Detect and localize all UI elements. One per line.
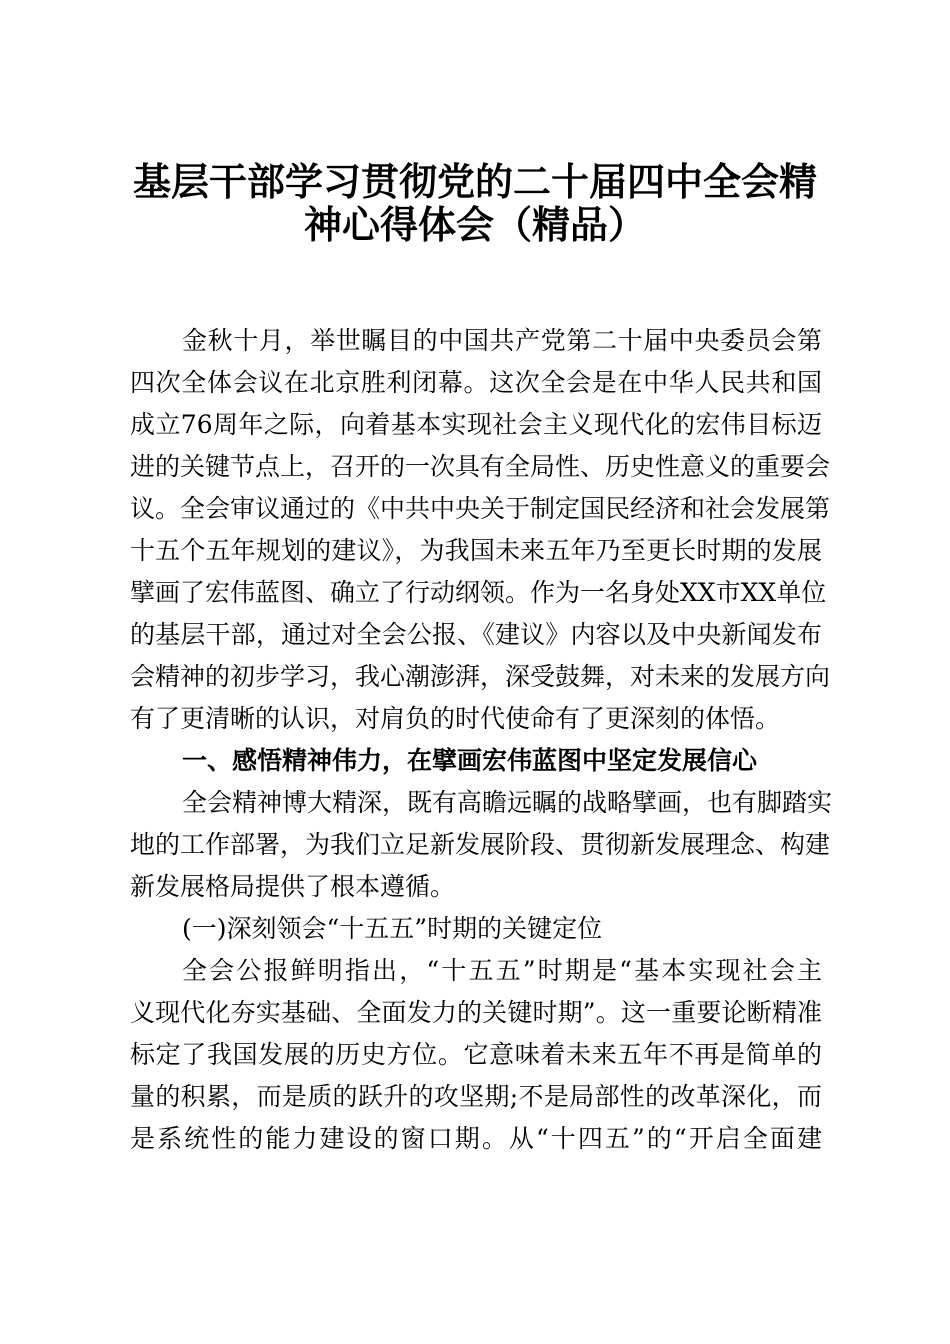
document-title-line-1: 基层干部学习贯彻党的二十届四中全会精 <box>132 159 817 204</box>
paragraph-line: 是系统性的能力建设的窗口期。从“十四五”的“开启全面建 <box>130 1124 822 1153</box>
paragraph-line: 金秋十月，举世瞩目的中国共产党第二十届中央委员会第 <box>182 326 822 355</box>
paragraph-line: 全会精神博大精深，既有高瞻远瞩的战略擘画，也有脚踏实 <box>182 788 833 817</box>
paragraph-line: 成立76周年之际，向着基本实现社会主义现代化的宏伟目标迈 <box>130 410 822 439</box>
paragraph-line: 义现代化夯实基础、全面发力的关键时期”。这一重要论断精准 <box>130 998 822 1027</box>
paragraph-line: 四次全体会议在北京胜利闭幕。这次全会是在中华人民共和国 <box>130 368 822 397</box>
paragraph-line: 标定了我国发展的历史方位。它意味着未来五年不再是简单的 <box>130 1040 822 1069</box>
paragraph-line: 全会公报鲜明指出，“十五五”时期是“基本实现社会主 <box>182 956 822 985</box>
paragraph-line: 会精神的初步学习，我心潮澎湃，深受鼓舞，对未来的发展方向 <box>130 662 831 691</box>
paragraph-line: 地的工作部署，为我们立足新发展阶段、贯彻新发展理念、构建 <box>130 830 831 859</box>
paragraph-line: 新发展格局提供了根本遵循。 <box>130 872 456 901</box>
paragraph-line: 议。全会审议通过的《中共中央关于制定国民经济和社会发展第 <box>130 494 831 523</box>
paragraph-line: 进的关键节点上，召开的一次具有全局性、历史性意义的重要会 <box>130 452 831 481</box>
paragraph-line: 有了更清晰的认识，对肩负的时代使命有了更深刻的体悟。 <box>130 704 781 733</box>
document-body <box>130 320 833 1160</box>
section-heading: 一、感悟精神伟力，在擘画宏伟蓝图中坚定发展信心 <box>182 746 758 775</box>
paragraph-line: 擘画了宏伟蓝图、确立了行动纲领。作为一名身处XX市XX单位 <box>130 578 827 607</box>
paragraph-line: 量的积累，而是质的跃升的攻坚期;不是局部性的改革深化，而 <box>130 1082 822 1111</box>
paragraph-line: 的基层干部，通过对全会公报、《建议》内容以及中央新闻发布 <box>130 620 822 649</box>
subsection-heading: (一)深刻领会“十五五”时期的关键定位 <box>182 914 603 943</box>
document-title-line-2: 神心得体会（精品） <box>303 202 646 247</box>
paragraph-line: 十五个五年规划的建议》，为我国未来五年乃至更长时期的发展 <box>130 536 822 565</box>
